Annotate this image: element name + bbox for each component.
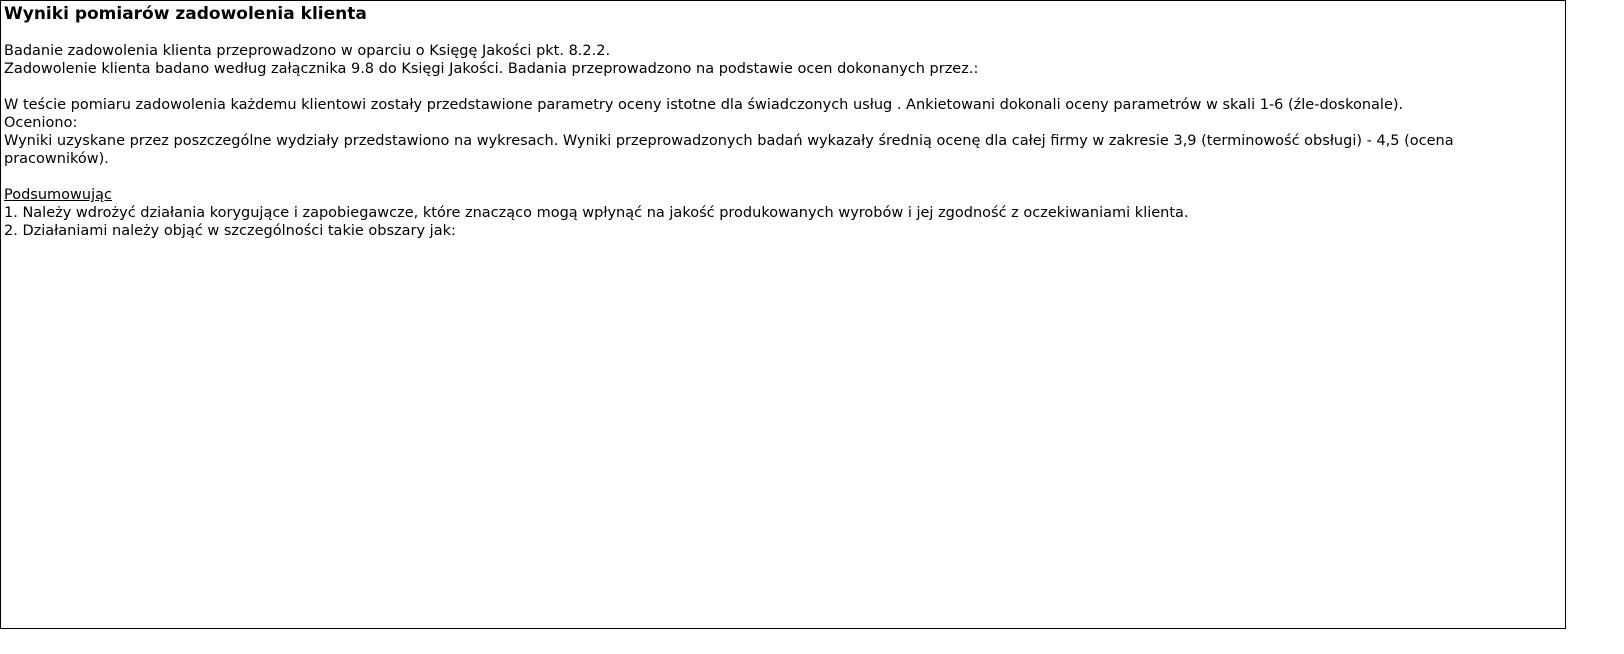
- intro-line-2: Zadowolenie klienta badano według załącznika 9.8 do Księgi Jakości. Badania przeprowadzono na podstawie ocen dokonanych przez.:: [4, 61, 979, 77]
- results-line-2: pracowników).: [4, 151, 109, 167]
- document-title: Wyniki pomiarów zadowolenia klienta: [4, 4, 367, 24]
- conclusion-item-1: 1. Należy wdrożyć działania korygujące i zapobiegawcze, które znacząco mogą wpłynąć na jakość produkowanych wyrobów i jej zgodność z oczekiwaniami klienta.: [4, 205, 1189, 221]
- conclusion-item-2: 2. Działaniami należy objąć w szczególności takie obszary jak:: [4, 223, 456, 239]
- survey-description: W teście pomiaru zadowolenia każdemu klientowi zostały przedstawione parametry oceny istotne dla świadczonych usług . Ankietowani dokonali oceny parametrów w skali 1-6 (źle-doskonale).: [4, 97, 1404, 113]
- intro-line-1: Badanie zadowolenia klienta przeprowadzono w oparciu o Księgę Jakości pkt. 8.2.2.: [4, 43, 611, 59]
- summary-heading: Podsumowując: [4, 187, 112, 203]
- results-line-1: Wyniki uzyskane przez poszczególne wydziały przedstawiono na wykresach. Wyniki przeprowadzonych badań wykazały średnią ocenę dla całej firmy w zakresie 3,9 (terminowość obsługi) - 4,5 (ocena: [4, 133, 1454, 149]
- evaluated-label: Oceniono:: [4, 115, 78, 131]
